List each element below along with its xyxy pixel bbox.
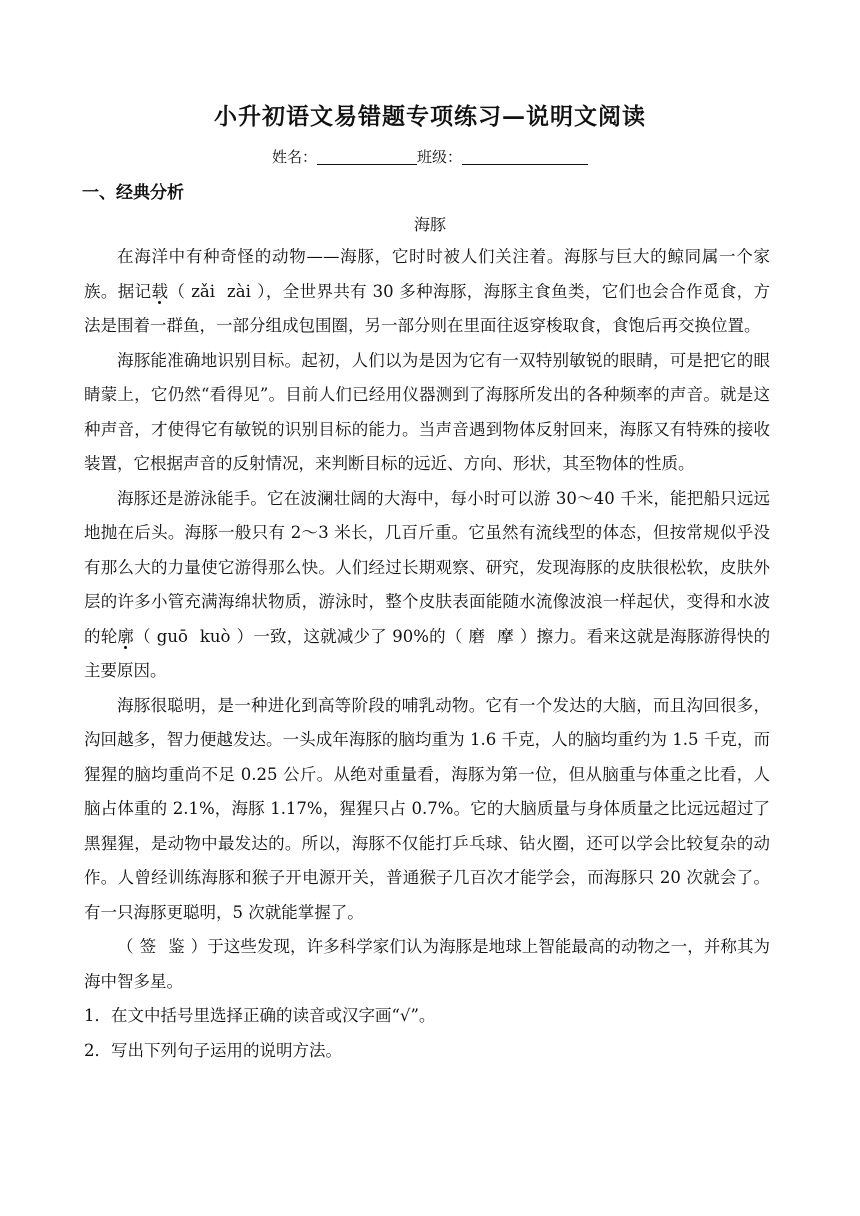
paragraph-2: 海豚能准确地识别目标。起初，人们以为是因为它有一双特别敏锐的眼睛，可是把它的眼睛蒙上，它仍然“看得见”。目前人们已经用仪器测到了海豚所发出的各种频率的声音。就是这种声音，才使得它有敏锐的识别目标的能力。当声音遇到物体反射回来，海豚又有特殊的接收装置，它根据声音的反射情况，来判断目标的远近、方向、形状，其至物体的性质。 (84, 350, 770, 473)
bracket-open: （ (168, 281, 186, 301)
character-option-2[interactable]: 摩 (497, 626, 514, 646)
paragraph-1 (84, 240, 770, 344)
class-blank[interactable] (462, 149, 588, 165)
name-blank[interactable] (317, 149, 417, 165)
paragraph-text: 海豚还是游泳能手。它在波澜壮阔的大海中，每小时可以游 30～40 千米，能把船只远远地抛在后头。海豚一般只有 2～3 米长，几百斤重。它虽然有流线型的体态，但按常规似乎没有那么大的力量使它游得那么快。人们经过长期观察、研究，发现海豚的皮肤很松软，皮肤外层的许多小管充满海绵状物质，游泳时，整个皮肤表面能随水流像波浪一样起伏，变得和水波的轮 (84, 488, 770, 646)
paragraph-4: 海豚很聪明，是一种进化到高等阶段的哺乳动物。它有一个发达的大脑，而且沟回很多，沟回越多，智力便越发达。一头成年海豚的脑均重为 1.6 千克，人的脑均重约为 1.5 千克，而猩猩的脑均重尚不足 0.25 公斤。从绝对重量看，海豚为第一位，但从脑重与体重之比看，人脑占体重的 2.1%，海豚 1.17%，猩猩只占 0.7%。它的大脑质量与身体质量之比远远超过了黑猩猩，是动物中最发达的。所以，海豚不仅能打乒乓球、钻火圈，还可以学会比较复杂的动作。人曾经训练海豚和猴子开电源开关，普通猴子几百次才能学会，而海豚只 20 次就会了。有一只海豚更聪明，5 次就能掌握了。 (84, 695, 770, 922)
dotted-character: 载 (151, 281, 169, 301)
document-title: 小升初语文易错题专项练习—说明文阅读 (214, 103, 646, 130)
pinyin-option-1[interactable]: zǎi (191, 281, 216, 301)
article-body (84, 240, 770, 1068)
character-option-2[interactable]: 鉴 (168, 937, 185, 956)
question-1: 1．在文中括号里选择正确的读音或汉字画“√”。 (84, 1006, 436, 1025)
pinyin-option-2[interactable]: kuò (199, 626, 231, 646)
paragraph-3 (84, 482, 770, 689)
pinyin-option-1[interactable]: guō (156, 626, 188, 646)
bracket-open: （ (117, 937, 134, 956)
name-label: 姓名： (271, 148, 317, 166)
question-2: 2．写出下列句子运用的说明方法。 (84, 1040, 342, 1060)
paragraph-text: ）于这些发现，许多科学家们认为海豚是地球上智能最高的动物之一，并称其为海中智多星。 (84, 937, 771, 991)
pinyin-option-2[interactable]: zài (227, 281, 251, 301)
student-info-line (0, 146, 860, 167)
paragraph-text: ）擦力。看来这就是海豚游得快的主要原因。 (84, 626, 771, 680)
character-option-1[interactable]: 签 (139, 937, 157, 956)
paragraph-text: 在海洋中有种奇怪的动物——海豚，它时时被人们关注着。海豚与巨大的鲸同属一个家族。据记 (84, 247, 770, 301)
paragraph-text: ）一致，这就减少了 90%的（ (236, 626, 463, 646)
article-title: 海豚 (413, 215, 446, 234)
dotted-character: 廓 (117, 626, 135, 646)
bracket-open: （ (134, 626, 151, 646)
section-heading: 一、经典分析 (82, 183, 184, 203)
character-option-1[interactable]: 磨 (468, 626, 486, 646)
paragraph-text: ），全世界共有 30 多种海豚，海豚主食鱼类，它们也会合作觅食，方法是围着一群鱼，一部分组成包围圈，另一部分则在里面往返穿梭取食，食饱后再交换位置。 (84, 281, 771, 335)
class-label: 班级： (417, 148, 463, 166)
paragraph-5 (84, 930, 770, 999)
